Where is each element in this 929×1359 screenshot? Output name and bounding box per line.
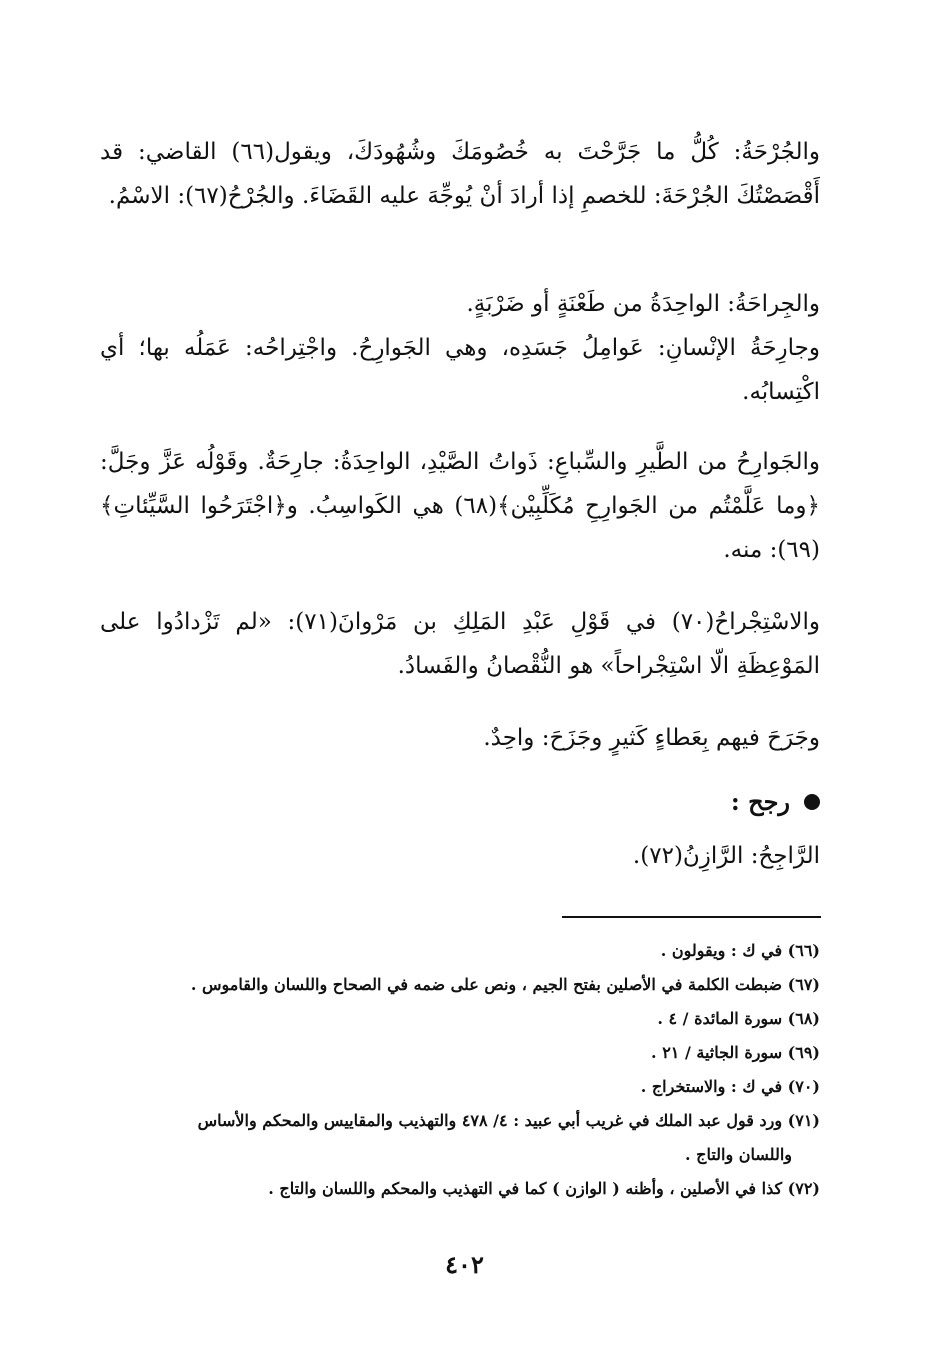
footnote-71: (٧١) ورد قول عبد الملك في غريب أبي عبيد : ٤/ ٤٧٨ والتهذيب والمقاييس والمحكم والأساس [197, 1111, 820, 1130]
entry-heading-rajaha [731, 782, 820, 822]
paragraph-istijrah [100, 600, 820, 688]
footnote-67: (٦٧) ضبطت الكلمة في الأصلين بفتح الجيم ، ونص على ضمه في الصحاح واللسان والقاموس . [190, 975, 820, 994]
paragraph-jawarih [100, 440, 820, 572]
paragraph-3: وجارِحَةُ الإنْسانِ: عَوامِلُ جَسَدِه، وهي الجَوارِحُ. واجْتِراحُه: عَمَلُه بها؛ أي اكْتِسابُه. [100, 335, 820, 405]
paragraph-6: وجَرَحَ فيهم بِعَطاءٍ كَثيرٍ وجَزَحَ: واحِدٌ. [483, 725, 820, 751]
footnote-70: (٧٠) في ك : والاستخراج . [640, 1077, 820, 1096]
heading-text: رجح : [730, 787, 790, 816]
paragraph-jaraha [100, 716, 820, 760]
footnotes [100, 934, 820, 1206]
footnote-71-continuation: واللسان والتاج . [684, 1145, 792, 1164]
paragraph-4: والجَوارِحُ من الطَّيرِ والسِّباعِ: ذَواتُ الصَّيْدِ، الواحِدَةُ: جارِحَةٌ. وقَوْلُه عَزَّ وجَلَّ: ﴿وما عَلَّمْتُم من الجَوارِحِ مُكَلِّبِيْن﴾(٦٨) هي الكَواسِبُ. و﴿اجْتَرَحُوا السَّيِّئاتِ﴾(٦٩): منه. [100, 449, 820, 563]
paragraph-1: والجُرْحَةُ: كُلُّ ما جَرَّحْتَ به خُصُومَكَ وشُهُودَكَ، ويقول(٦٦) القاضي: قد أَقْصَصْتُكَ الجُرْحَةَ: للخصمِ إذا أرادَ أنْ يُوجِّهَ عليه القَضَاءَ. والجُرْحُ(٦٧): الاسْمُ. [100, 139, 820, 209]
footnote-66: (٦٦) في ك : ويقولون . [660, 941, 820, 960]
paragraph-2: والجِراحَةُ: الواحِدَةُ من طَعْنَةٍ أو ضَرْبَةٍ. [466, 291, 820, 317]
paragraph-rajih [100, 834, 820, 878]
footnote-68: (٦٨) سورة المائدة / ٤ . [657, 1009, 820, 1028]
paragraph-7: الرَّاجِحُ: الرَّازِنُ(٧٢). [632, 843, 820, 869]
footnote-69: (٦٩) سورة الجاثية / ٢١ . [651, 1043, 820, 1062]
footnote-divider [562, 916, 821, 918]
footnote-72: (٧٢) كذا في الأصلين ، وأظنه ( الوازن ) كما في التهذيب والمحكم واللسان والتاج . [268, 1179, 820, 1198]
paragraph-5: والاسْتِجْراحُ(٧٠) في قَوْلِ عَبْدِ المَلِكِ بن مَرْوانَ(٧١): «لم تَزْدادُوا على المَوْعِظَةِ الّا اسْتِجْراحاً» هو النُّقْصانُ والفَسادُ. [100, 609, 820, 679]
bullet-icon [804, 794, 820, 810]
page-number: ٤٠٢ [445, 1250, 484, 1279]
paragraph-jiraha-block [100, 282, 820, 414]
paragraph-jurha [100, 130, 820, 218]
